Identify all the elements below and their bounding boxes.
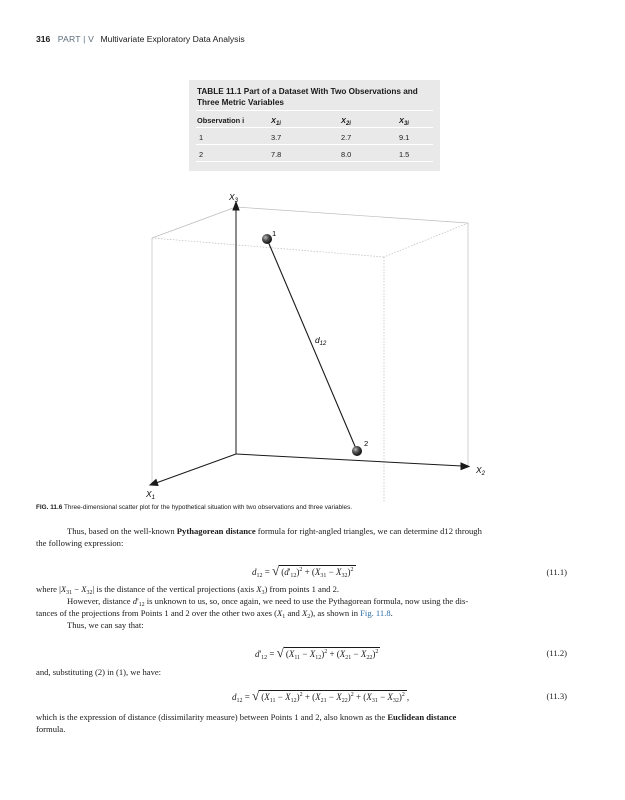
axis-label-x1-sub: 1: [151, 495, 155, 501]
axes: [150, 202, 469, 486]
equation-number-11-1: (11.1): [546, 567, 567, 577]
point-label-1: 1: [272, 229, 277, 238]
paragraph-however-line1: However, distance $d'_{12}$ is unknown to us, so, once again, we need to use the Pythagorean formula, now using the dis-: [67, 596, 469, 608]
box-edge: [236, 207, 468, 223]
table-caption-label: TABLE 11.1: [197, 87, 242, 96]
page-number: 316: [36, 34, 51, 44]
paragraph-pythagorean-line1: [67, 526, 482, 537]
axis-x2: [236, 454, 462, 466]
figure-link[interactable]: Fig. 11.8: [360, 608, 391, 618]
table-header-x3: $X_{3i}$: [399, 116, 409, 127]
segment-label-d12: $d_{12}$: [315, 335, 327, 347]
equation-11-1: $d_{12} = √(d'_{12})^2 + (X_{31} - X_{32})^2$: [252, 563, 354, 579]
segment-label-sub: 12: [319, 341, 327, 347]
table-cell: 9.1: [399, 133, 410, 142]
term-pythagorean-distance: Pythagorean distance: [176, 526, 256, 536]
paragraph-euclidean-line2: formula.: [36, 724, 66, 734]
table-header-x1: $X_{1i}$: [271, 116, 281, 127]
table-cell: 3.7: [271, 133, 282, 142]
data-point-1: [262, 234, 272, 244]
paragraph-pythagorean-line2: the following expression:: [36, 538, 124, 548]
axis-label-x2-sub: 2: [481, 471, 485, 477]
box-edge: [152, 207, 236, 238]
axis-label-x1: $X_1$: [146, 489, 155, 501]
equation-number-11-3: (11.3): [546, 691, 567, 701]
point-label-2: 2: [364, 439, 369, 448]
paragraph-where: where $|X_{31} - X_{32}|$ is the distance of the vertical projections (axis $X_3$) from points 1 and 2.: [36, 584, 340, 596]
paragraph-however-line2: tances of the projections from Points 1 and 2 over the other two axes ($X_1$ and $X_2$), as shown in Fig. 11.8.: [36, 608, 393, 620]
axis-label-x2: $X_2$: [476, 465, 485, 477]
box-edge: [384, 223, 468, 257]
equation-11-3: $d_{12} = √(X_{11} - X_{12})^2 + (X_{21} - X_{22})^2 + (X_{31} - X_{32})^2$ ,: [232, 688, 410, 704]
text-run: which is the expression of distance (dissimilarity measure) between Points 1 and 2, also known as the: [36, 712, 388, 722]
table-cell: 2: [199, 150, 204, 159]
text-run: Thus, based on the well-known: [67, 526, 177, 536]
text-run: formula for right-angled triangles, we can determine d12 through: [255, 526, 482, 536]
figure-caption: [36, 504, 352, 511]
table-header-x2: $X_{2i}$: [341, 116, 351, 127]
axis-label-x3: $X_3$: [229, 192, 238, 204]
running-title: Multivariate Exploratory Data Analysis: [100, 34, 245, 44]
part-label: PART | V: [57, 34, 95, 44]
equation-number-11-2: (11.2): [546, 648, 567, 658]
equation-11-2: $d'_{12} = √(X_{11} - X_{12})^2 + (X_{21} - X_{22})^2$: [255, 645, 379, 661]
figure-caption-label: FIG. 11.6: [36, 504, 63, 511]
table-caption-text: Part of a Dataset With Two Observations and Three Metric Variables: [197, 87, 418, 107]
data-point-2: [352, 446, 362, 456]
table-cell: 1.5: [399, 150, 410, 159]
table-cell: 1: [199, 133, 204, 142]
distance-segment-d12: [267, 239, 357, 451]
paragraph-thus: Thus, we can say that:: [67, 620, 144, 630]
term-euclidean-distance: Euclidean distance: [387, 712, 457, 722]
axis-x1-arrow: [150, 480, 158, 486]
paragraph-euclidean-line1: [36, 712, 456, 723]
paragraph-substituting: and, substituting (2) in (1), we have:: [36, 667, 162, 677]
table-cell: 7.8: [271, 150, 282, 159]
axis-label-x3-sub: 3: [234, 198, 238, 204]
axis-x1: [156, 454, 236, 483]
table-header-observation: Observation i: [197, 116, 245, 125]
table-cell: 8.0: [341, 150, 352, 159]
text-run: .: [390, 608, 393, 618]
figure-caption-text: Three-dimensional scatter plot for the hypothetical situation with two observations and three variables.: [63, 504, 353, 511]
table-cell: 2.7: [341, 133, 352, 142]
